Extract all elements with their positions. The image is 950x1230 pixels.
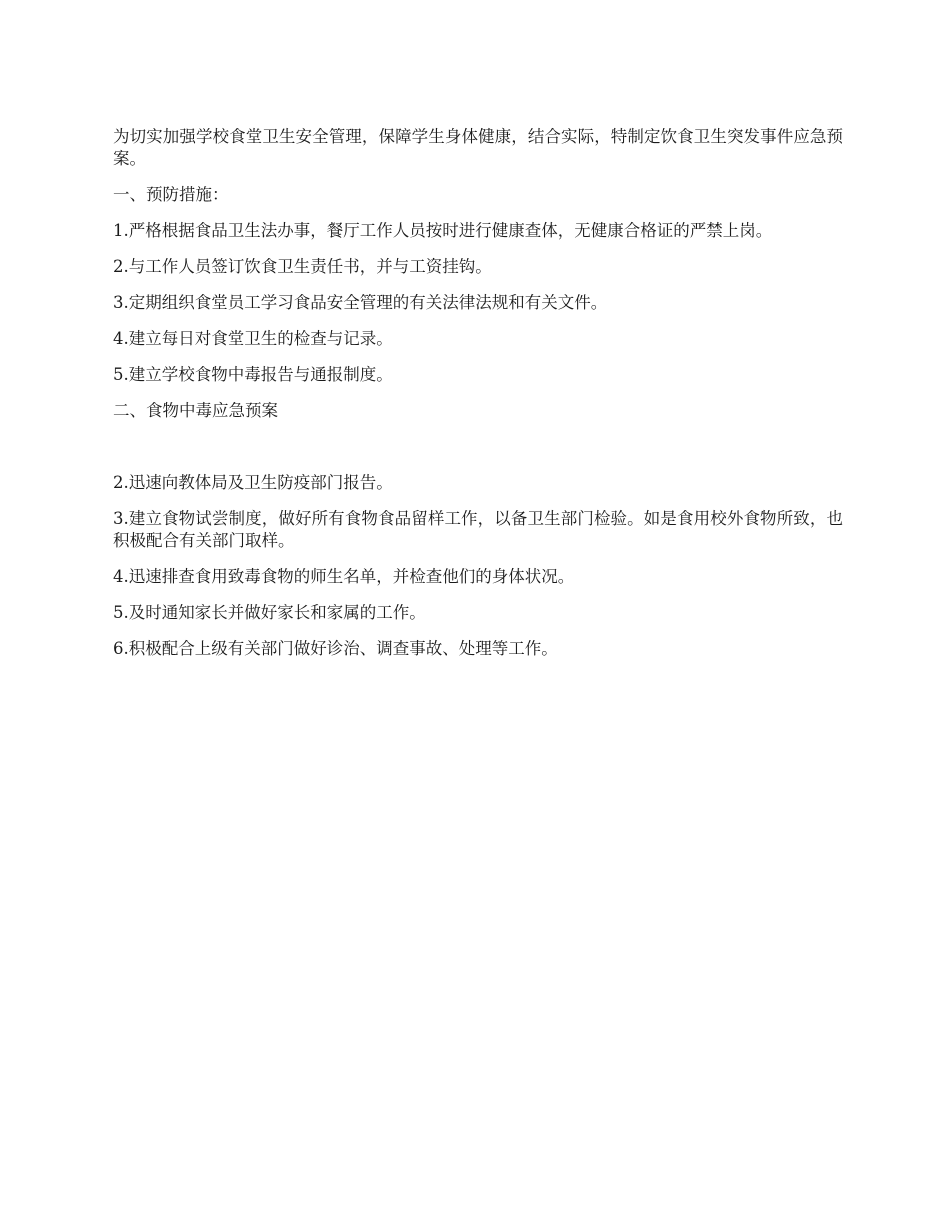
section-heading-prevention: 一、预防措施： xyxy=(113,185,229,204)
section-heading-emergency: 二、食物中毒应急预案 xyxy=(113,401,278,420)
blank-gap xyxy=(113,436,843,472)
document-body xyxy=(113,126,843,674)
prevention-item: 4.建立每日对食堂卫生的检查与记录。 xyxy=(113,329,393,348)
emergency-item: 6.积极配合上级有关部门做好诊治、调查事故、处理等工作。 xyxy=(113,639,558,658)
prevention-item: 3.定期组织食堂员工学习食品安全管理的有关法律法规和有关文件。 xyxy=(113,293,608,312)
emergency-item: 4.迅速排查食用致毒食物的师生名单，并检查他们的身体状况。 xyxy=(113,567,575,586)
prevention-item: 1.严格根据食品卫生法办事，餐厅工作人员按时进行健康查体，无健康合格证的严禁上岗。 xyxy=(113,221,773,240)
intro-paragraph: 为切实加强学校食堂卫生安全管理，保障学生身体健康，结合实际，特制定饮食卫生突发事件应急预案。 xyxy=(113,127,843,168)
emergency-item: 2.迅速向教体局及卫生防疫部门报告。 xyxy=(113,473,393,492)
prevention-item: 5.建立学校食物中毒报告与通报制度。 xyxy=(113,365,393,384)
emergency-item: 3.建立食物试尝制度，做好所有食物食品留样工作，以备卫生部门检验。如是食用校外食物所致，也积极配合有关部门取样。 xyxy=(113,509,843,550)
prevention-item: 2.与工作人员签订饮食卫生责任书，并与工资挂钩。 xyxy=(113,257,492,276)
emergency-item: 5.及时通知家长并做好家长和家属的工作。 xyxy=(113,603,426,622)
